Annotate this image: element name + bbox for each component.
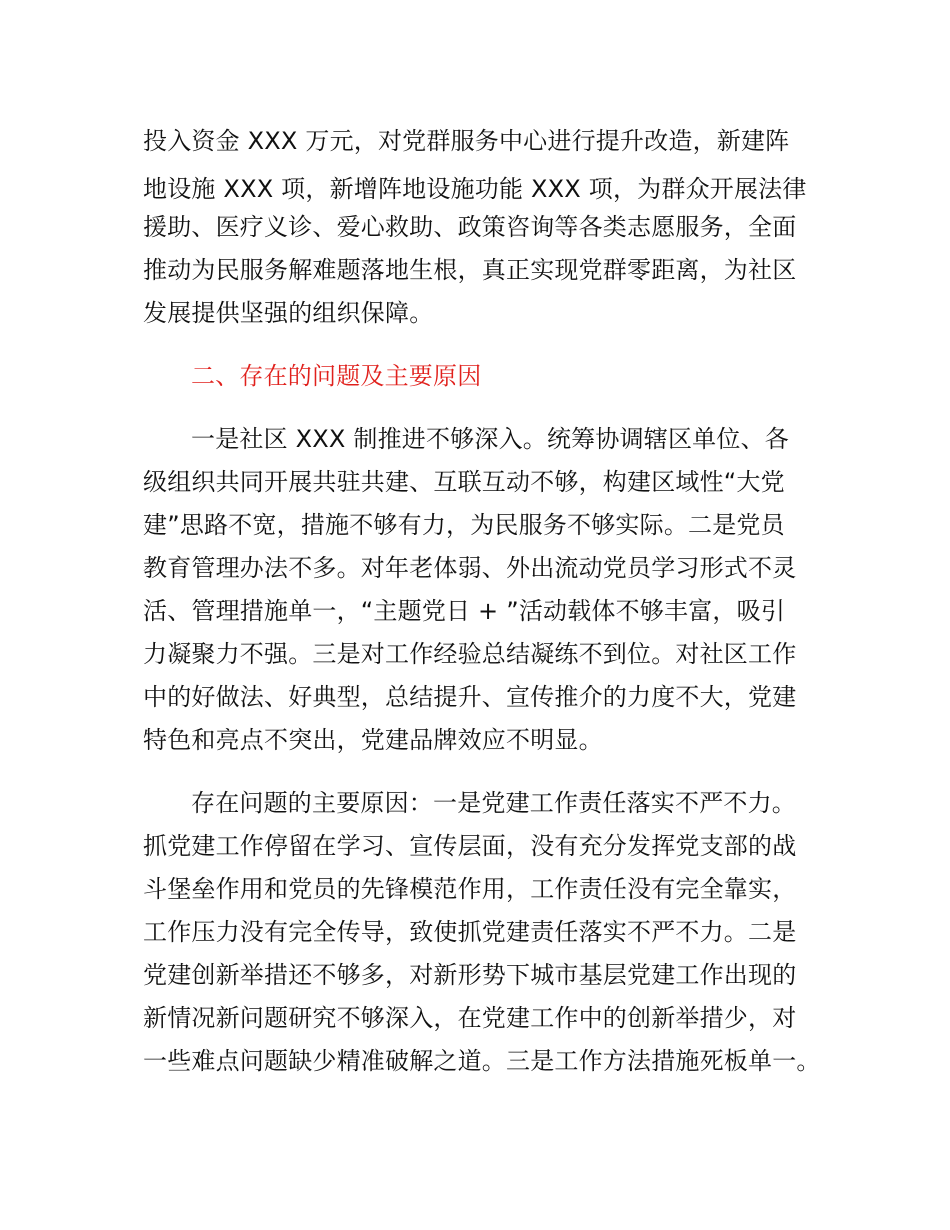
section-heading: 二、存在的问题及主要原因 [191,362,482,390]
paragraph-1-line-2: 地设施 XXX 项，新增阵地设施功能 XXX 项，为群众开展法律 [143,175,807,203]
paragraph-1-line-1: 投入资金 XXX 万元，对党群服务中心进行提升改造，新建阵 [143,127,790,155]
paragraph-1-line-4: 推动为民服务解难题落地生根，真正实现党群零距离，为社区 [143,256,797,284]
paragraph-1-line-3: 援助、医疗义诊、爱心救助、政策咨询等各类志愿服务，全面 [143,213,797,241]
paragraph-3-line-4: 工作压力没有完全传导，致使抓党建责任落实不严不力。二是 [143,918,797,946]
paragraph-3-line-3: 斗堡垒作用和党员的先锋模范作用，工作责任没有完全靠实， [143,875,797,903]
paragraph-2-line-6: 力凝聚力不强。三是对工作经验总结凝练不到位。对社区工作 [143,640,797,668]
paragraph-2-line-7: 中的好做法、好典型，总结提升、宣传推介的力度不大，党建 [143,683,797,711]
paragraph-2-line-3: 建”思路不宽，措施不够有力，为民服务不够实际。二是党员 [143,511,785,539]
paragraph-2-line-1: 一是社区 XXX 制推进不够深入。统筹协调辖区单位、各 [191,425,789,453]
paragraph-2-line-8: 特色和亮点不突出，党建品牌效应不明显。 [143,726,603,754]
paragraph-3-line-6: 新情况新问题研究不够深入，在党建工作中的创新举措少，对 [143,1004,797,1032]
paragraph-3-line-5: 党建创新举措还不够多，对新形势下城市基层党建工作出现的 [143,961,797,989]
paragraph-2-line-2: 级组织共同开展共驻共建、互联互动不够，构建区域性“大党 [143,468,785,496]
paragraph-2-line-5: 活、管理措施单一，“主题党日 + ”活动载体不够丰富，吸引 [143,597,786,625]
paragraph-3-line-7: 一些难点问题缺少精准破解之道。三是工作方法措施死板单一。 [143,1047,821,1075]
paragraph-3-line-1: 存在问题的主要原因：一是党建工作责任落实不严不力。 [191,789,796,817]
paragraph-3-line-2: 抓党建工作停留在学习、宣传层面，没有充分发挥党支部的战 [143,832,797,860]
paragraph-2-line-4: 教育管理办法不多。对年老体弱、外出流动党员学习形式不灵 [143,554,797,582]
paragraph-1-line-5: 发展提供坚强的组织保障。 [143,299,434,327]
